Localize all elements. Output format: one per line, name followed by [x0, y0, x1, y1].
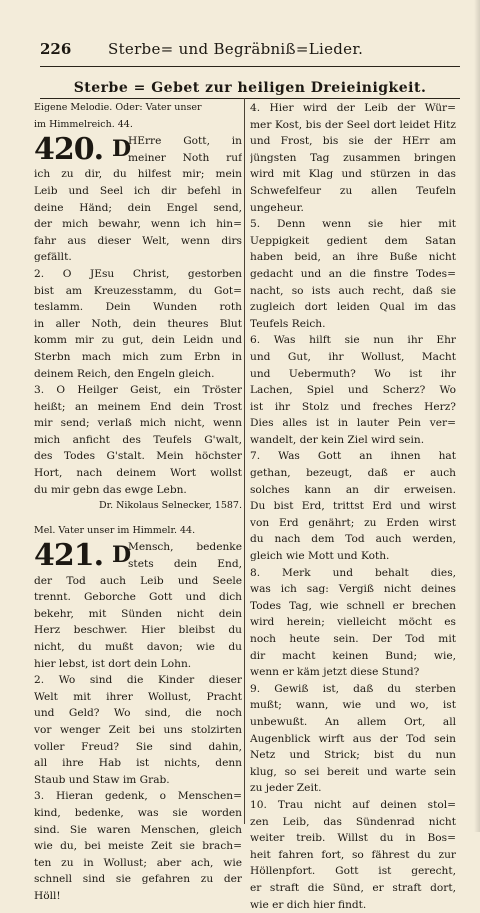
text-line: und Gut, ihr Wollust, Macht — [250, 349, 456, 366]
text-line: 10. Trau nicht auf deinen stol= — [250, 797, 456, 814]
text-line: wird herein; vielleicht möcht es — [250, 614, 456, 631]
text-line: zu jeder Zeit. — [250, 780, 456, 797]
text-line: 2. O JEsu Christ, gestorben — [34, 266, 242, 283]
text-line: noch heute sein. Der Tod mit — [250, 631, 456, 648]
text-line: vor wenger Zeit bei uns stolzirten — [34, 722, 242, 739]
text-line: wandelt, der kein Ziel wird sein. — [250, 432, 456, 449]
text-line: bekehr, mit Sünden nicht dein — [34, 606, 242, 623]
hymn-421 — [34, 539, 242, 904]
hymn-421-melody: Mel. Vater unser im Himmelr. 44. — [34, 523, 242, 540]
hymn-420-number: 420. — [34, 134, 103, 166]
text-line: meiner Noth ruf — [34, 150, 242, 167]
text-line: der Tod auch Leib und Seele — [34, 573, 242, 590]
text-line: 5. Denn wenn sie hier mit — [250, 216, 456, 233]
text-line: zen Leib, das Sündenrad nicht — [250, 814, 456, 831]
text-line: klug, so sei bereit und warte sein — [250, 764, 456, 781]
header-rule — [40, 66, 460, 67]
text-line: 2. Wo sind die Kinder dieser — [34, 672, 242, 689]
text-line: fahr aus dieser Welt, wenn dirs — [34, 233, 242, 250]
hymn-420-initial: D — [112, 137, 131, 161]
text-line: 9. Gewiß ist, daß du sterben — [250, 681, 456, 698]
text-line: du nach dem Tod auch werden, — [250, 531, 456, 548]
hymn-421-initial: D — [112, 543, 131, 567]
text-line: 3. Hieran gedenk, o Menschen= — [34, 788, 242, 805]
text-line: kind, bedenke, was sie worden — [34, 805, 242, 822]
hymn-420-author: Dr. Nikolaus Selnecker, 1587. — [34, 498, 242, 515]
text-line: Schwefelfeur zu allen Teufeln — [250, 183, 456, 200]
text-line: ist ihr Stolz und freches Herz? — [250, 399, 456, 416]
text-line: Sterbn mach mich zum Erbn in — [34, 349, 242, 366]
text-line: 6. Was hilft sie nun ihr Ehr — [250, 332, 456, 349]
section-rule — [40, 98, 460, 99]
text-line: unbewußt. An allem Ort, all — [250, 714, 456, 731]
text-line: wird mit Klag und stürzen in das — [250, 166, 456, 183]
text-line: wie du, bei meiste Zeit sie brach= — [34, 838, 242, 855]
text-line: Welt mit ihrer Wollust, Pracht — [34, 689, 242, 706]
text-line: du mir gebn das ewge Lebn. — [34, 482, 242, 499]
text-line: Mensch, bedenke — [34, 539, 242, 556]
text-line: nacht, so ists auch recht, daß sie — [250, 283, 456, 300]
text-line: solches kann an dir erweisen. — [250, 482, 456, 499]
text-line: voller Freud? Sie sind dahin, — [34, 739, 242, 756]
text-line: von Erd genährt; zu Erden wirst — [250, 515, 456, 532]
text-line: Lachen, Spiel und Scherz? Wo — [250, 382, 456, 399]
text-line: schnell sind sie gefahren zu der — [34, 871, 242, 888]
text-line: er straft die Sünd, er straft dort, — [250, 880, 456, 897]
text-line: weiter treib. Willst du in Bos= — [250, 830, 456, 847]
text-line: stets dein End, — [34, 556, 242, 573]
text-line: Augenblick wirft aus der Tod sein — [250, 731, 456, 748]
text-line: mußt; wann, wie und wo, ist — [250, 697, 456, 714]
text-line: Höllenpfort. Gott ist gerecht, — [250, 863, 456, 880]
text-line: Netz und Strick; bist du nun — [250, 747, 456, 764]
text-line: Hort, nach deinem Wort wollst — [34, 465, 242, 482]
hymn-420-melody: Eigene Melodie. Oder: Vater unser — [34, 100, 242, 117]
section-title: Sterbe = Gebet zur heiligen Dreieinigkeit. — [40, 80, 460, 96]
hymn-420-melody-cont: im Himmelreich. 44. — [34, 117, 242, 134]
text-line: jüngsten Tag zusammen bringen — [250, 150, 456, 167]
text-line: Teufels Reich. — [250, 316, 456, 333]
text-line: 3. O Heilger Geist, ein Tröster — [34, 382, 242, 399]
text-line: Höll! — [34, 888, 242, 905]
hymn-421-number: 421. — [34, 540, 103, 572]
text-line: ich zu dir, du hilfest mir; mein — [34, 166, 242, 183]
text-line: gedacht und an die finstre Todes= — [250, 266, 456, 283]
text-line: hier lebst, ist dort dein Lohn. — [34, 656, 242, 673]
running-title: Sterbe= und Begräbniß=Lieder. — [108, 40, 363, 58]
text-line: und Geld? Wo sind, die noch — [34, 705, 242, 722]
text-line: ungeheur. — [250, 200, 456, 217]
text-line: des Todes G'stalt. Mein höchster — [34, 448, 242, 465]
text-line: Staub und Staw im Grab. — [34, 772, 242, 789]
text-line: teslamm. Dein Wunden roth — [34, 299, 242, 316]
text-line: und Uebermuth? Wo ist ihr — [250, 366, 456, 383]
text-line: heißt; an meinem End dein Trost — [34, 399, 242, 416]
text-line: deine Händ; dein Engel send, — [34, 200, 242, 217]
text-line: der mich bewahr, wenn ich hin= — [34, 216, 242, 233]
text-line: gleich wie Mott und Koth. — [250, 548, 456, 565]
text-line: zugleich dort leiden Qual im das — [250, 299, 456, 316]
text-line: sind. Sie waren Menschen, gleich — [34, 822, 242, 839]
text-line: nicht, du mußt davon; wie du — [34, 639, 242, 656]
page-number: 226 — [40, 40, 71, 58]
page-edge-shadow — [474, 0, 480, 832]
column-divider — [244, 98, 245, 824]
text-line: bist am Kreuzesstamm, du Got= — [34, 283, 242, 300]
left-column — [34, 100, 242, 905]
text-line: deinem Reich, den Engeln gleich. — [34, 366, 242, 383]
text-line: all ihre Hab ist nichts, denn — [34, 755, 242, 772]
text-line: und Frost, bis sie der HErr am — [250, 133, 456, 150]
text-line: gefällt. — [34, 249, 242, 266]
text-line: HErre Gott, in — [34, 133, 242, 150]
text-line: ten zu in Wollust; aber ach, wie — [34, 855, 242, 872]
text-line: Dies alles ist in lauter Pein ver= — [250, 415, 456, 432]
hymn-420 — [34, 133, 242, 498]
text-line: in aller Noth, dein theures Blut — [34, 316, 242, 333]
text-line: Du bist Erd, trittst Erd und wirst — [250, 498, 456, 515]
text-line: Herz beschwer. Hier bleibst du — [34, 622, 242, 639]
text-line: Leib und Seel ich dir befehl in — [34, 183, 242, 200]
text-line: mir send; verlaß mich nicht, wenn — [34, 415, 242, 432]
text-line: Todes Tag, wie schnell er brechen — [250, 598, 456, 615]
text-line: 7. Was Gott an ihnen hat — [250, 448, 456, 465]
text-line: mich anficht des Teufels G'walt, — [34, 432, 242, 449]
text-line: dir macht keinen Bund; wie, — [250, 648, 456, 665]
text-line: 8. Merk und behalt dies, — [250, 565, 456, 582]
page-header — [40, 40, 460, 64]
text-line: 4. Hier wird der Leib der Wür= — [250, 100, 456, 117]
text-line: mer Kost, bis der Seel dort leidet Hitz — [250, 117, 456, 134]
text-line: komm mir zu gut, dein Leidn und — [34, 332, 242, 349]
right-column — [250, 100, 456, 913]
text-line: haben beid, an ihre Buße nicht — [250, 249, 456, 266]
text-line: trennt. Geborche Gott und dich — [34, 589, 242, 606]
text-line: wie er dich hier findt. — [250, 897, 456, 913]
text-line: Ueppigkeit gedient dem Satan — [250, 233, 456, 250]
text-line: heit fahren fort, so fährest du zur — [250, 847, 456, 864]
text-line: gethan, bezeugt, daß er auch — [250, 465, 456, 482]
text-line: wenn er käm jetzt diese Stund? — [250, 664, 456, 681]
text-line: was ich sag: Vergiß nicht deines — [250, 581, 456, 598]
